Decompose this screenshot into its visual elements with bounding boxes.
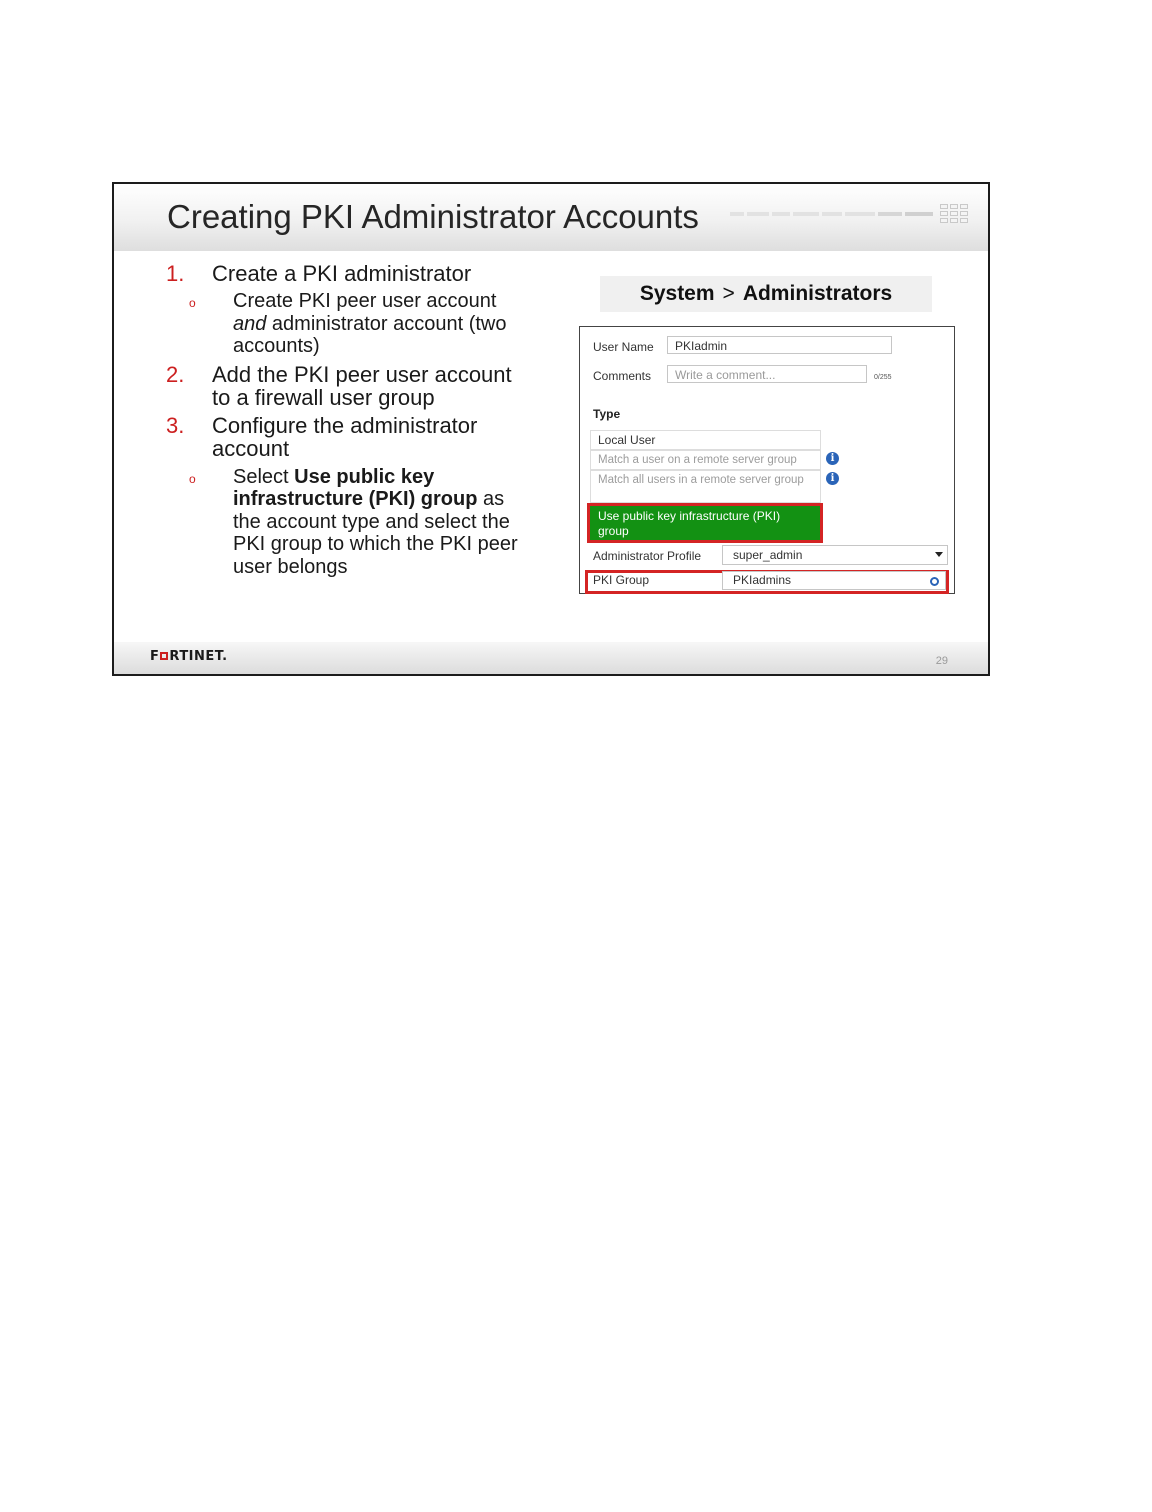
fortinet-logo (150, 649, 228, 664)
pki-group-label: PKI Group (593, 573, 650, 587)
bullet-icon: o (189, 296, 196, 310)
info-icon[interactable]: i (826, 472, 839, 485)
slide-footer (114, 642, 988, 674)
bullet-icon: o (189, 471, 196, 486)
type-option-match-all[interactable]: Match all users in a remote server group (590, 470, 821, 503)
comments-label: Comments (593, 369, 652, 383)
step-number: 3. (166, 412, 185, 438)
sub-text-italic: and (233, 312, 267, 335)
logo-text: F (150, 649, 160, 664)
type-option-match-user[interactable]: Match a user on a remote server group (590, 450, 821, 470)
step-number: 2. (166, 361, 185, 387)
step-text: Add the PKI peer user account to a firewall user group (212, 361, 512, 410)
dropdown-arrow-icon (935, 552, 943, 557)
sub-text: administrator account (two accounts) (233, 312, 507, 357)
comments-count: 0/255 (874, 374, 892, 381)
step-number: 1. (166, 261, 185, 286)
admin-profile-label: Administrator Profile (593, 549, 702, 563)
logo-mark-icon (160, 652, 168, 660)
grid-logo-icon (940, 204, 968, 223)
slide (112, 182, 990, 676)
user-name-input[interactable]: PKIadmin (667, 336, 892, 354)
type-option-local-user[interactable]: Local User (590, 430, 821, 450)
type-label: Type (593, 407, 621, 421)
nav-path-administrators: Administrators (742, 282, 893, 305)
nav-path (600, 276, 932, 312)
step-1-sub (166, 290, 526, 358)
sub-text: Create PKI peer user account (233, 290, 497, 312)
comments-input[interactable]: Write a comment... (667, 365, 867, 383)
step-3-sub (166, 466, 526, 579)
sub-text-bold: Use public key infrastructure (PKI) group (233, 465, 478, 510)
info-icon[interactable]: i (826, 452, 839, 465)
nav-path-system: System (639, 282, 715, 305)
type-option-pki-group-selected[interactable]: Use public key infrastructure (PKI) group (587, 503, 823, 543)
slide-title: Creating PKI Administrator Accounts (167, 198, 699, 235)
step-2 (166, 363, 526, 409)
step-3 (166, 414, 526, 460)
admin-form-screenshot (579, 326, 955, 594)
header-decoration (730, 204, 968, 223)
logo-text: RTINET. (169, 649, 228, 664)
step-text: Create a PKI administrator (212, 261, 472, 286)
slide-header (114, 184, 988, 251)
steps-list (166, 262, 526, 578)
nav-path-separator: > (722, 282, 735, 305)
pki-group-select[interactable] (722, 571, 946, 590)
user-name-label: User Name (593, 340, 654, 354)
admin-profile-value: super_admin (733, 548, 803, 562)
step-1 (166, 262, 526, 285)
page-number: 29 (935, 655, 948, 667)
step-text: Configure the administrator account (212, 412, 478, 461)
sub-text: Select (233, 465, 295, 488)
sub-text: as the account type and select the PKI group to which the PKI peer user belongs (233, 488, 518, 578)
clear-icon[interactable] (930, 577, 939, 586)
pki-group-value: PKIadmins (733, 573, 792, 587)
admin-profile-select[interactable] (722, 545, 948, 565)
